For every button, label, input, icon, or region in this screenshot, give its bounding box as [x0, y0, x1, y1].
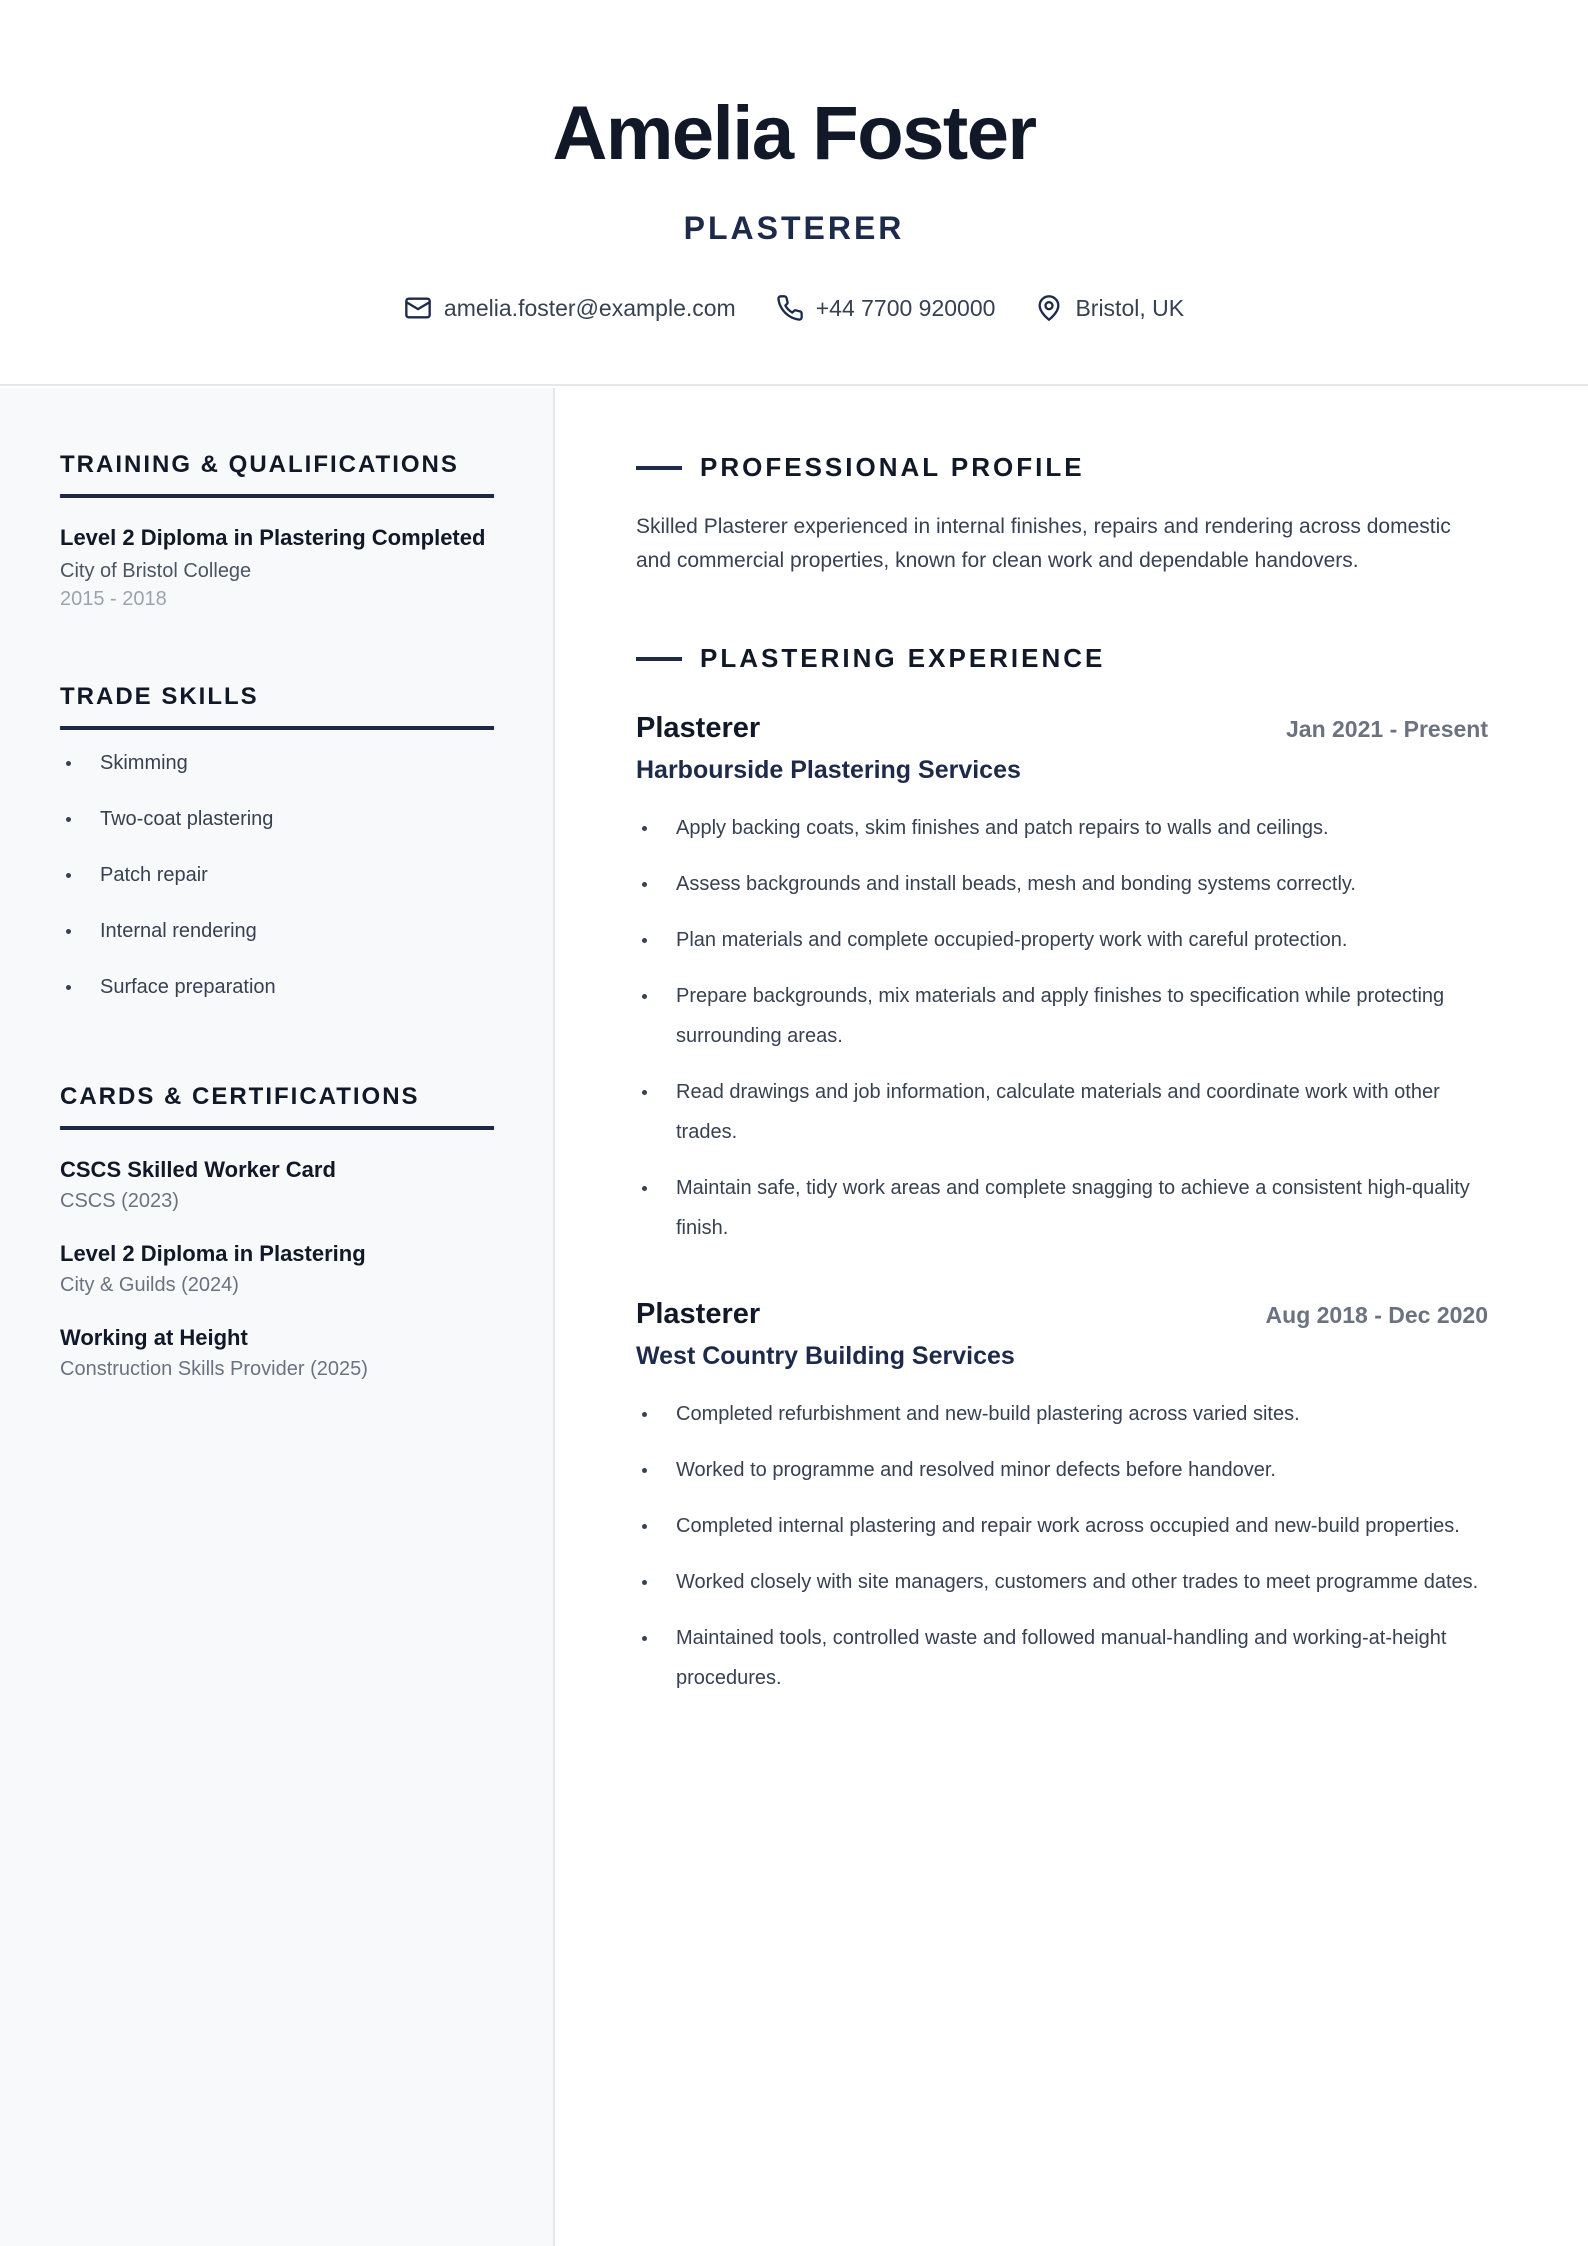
job-company: West Country Building Services [636, 1342, 1015, 1370]
experience-heading-text: PLASTERING EXPERIENCE [700, 643, 1106, 673]
profile-summary: Skilled Plasterer experienced in internal finishes, repairs and rendering across domestic and commercial properties, known for clean work and dependable handovers. [636, 515, 1451, 572]
list-item: Surface preparation [60, 974, 494, 1000]
contact-phone-text: +44 7700 920000 [815, 294, 996, 321]
certification-title: CSCS Skilled Worker Card [60, 1157, 336, 1182]
qualification-college: City of Bristol College [60, 560, 252, 582]
certification-title: Working at Height [60, 1325, 248, 1350]
list-item: Read drawings and job information, calculate materials and coordinate work with other trades. [636, 1072, 1488, 1152]
list-item: Skimming [60, 750, 494, 776]
skills-list [60, 750, 494, 1000]
list-item: Internal rendering [60, 918, 494, 944]
qualification-years: 2015 - 2018 [60, 588, 167, 610]
list-item: Assess backgrounds and install beads, mesh and bonding systems correctly. [636, 864, 1488, 904]
phone-icon [776, 294, 804, 322]
job-header [636, 1296, 1488, 1332]
job-dates: Aug 2018 - Dec 2020 [1265, 1302, 1488, 1328]
certifications-heading: CARDS & CERTIFICATIONS [60, 1082, 494, 1130]
list-item: Maintained tools, controlled waste and followed manual-handling and working-at-height procedures. [636, 1618, 1488, 1698]
job-duties-list [636, 808, 1488, 1248]
job-title: Plasterer [636, 1298, 761, 1330]
profile-heading [636, 452, 1085, 483]
certifications-section [60, 1082, 494, 1382]
contact-email-text: amelia.foster@example.com [443, 294, 736, 321]
experience-heading [636, 643, 1105, 674]
location-pin-icon [1035, 294, 1063, 322]
job-duties-list [636, 1394, 1488, 1698]
qualification-title: Level 2 Diploma in Plastering Completed [60, 525, 486, 550]
training-section [60, 450, 494, 612]
job-role: PLASTERER [683, 210, 905, 246]
list-item: Apply backing coats, skim finishes and patch repairs to walls and ceilings. [636, 808, 1488, 848]
list-item: Two-coat plastering [60, 806, 494, 832]
skills-section [60, 682, 494, 1030]
certification-issuer: City & Guilds (2024) [60, 1274, 239, 1296]
heading-accent-bar [636, 657, 682, 661]
job-dates: Jan 2021 - Present [1285, 716, 1488, 742]
mail-icon [404, 294, 432, 322]
contact-bar [0, 290, 1588, 326]
certification-item [60, 1240, 494, 1298]
job-entry [636, 1296, 1488, 1714]
list-item: Plan materials and complete occupied-property work with careful protection. [636, 920, 1488, 960]
list-item: Completed internal plastering and repair work across occupied and new-build properties. [636, 1506, 1488, 1546]
list-item: Completed refurbishment and new-build plastering across varied sites. [636, 1394, 1488, 1434]
skills-heading: TRADE SKILLS [60, 682, 494, 730]
certification-item [60, 1324, 494, 1382]
certification-title: Level 2 Diploma in Plastering [60, 1241, 366, 1266]
job-entry [636, 710, 1488, 1264]
profile-heading-text: PROFESSIONAL PROFILE [700, 452, 1085, 482]
list-item: Patch repair [60, 862, 494, 888]
list-item: Maintain safe, tidy work areas and complete snagging to achieve a consistent high-quality finish. [636, 1168, 1488, 1248]
certification-issuer: CSCS (2023) [60, 1190, 179, 1212]
contact-email[interactable] [404, 294, 736, 322]
list-item: Prepare backgrounds, mix materials and apply finishes to specification while protecting surrounding areas. [636, 976, 1488, 1056]
job-company: Harbourside Plastering Services [636, 756, 1021, 784]
list-item: Worked closely with site managers, customers and other trades to meet programme dates. [636, 1562, 1488, 1602]
candidate-name: Amelia Foster [552, 91, 1036, 176]
contact-location [1035, 294, 1184, 322]
job-title: Plasterer [636, 712, 761, 744]
certification-issuer: Construction Skills Provider (2025) [60, 1358, 368, 1380]
contact-location-text: Bristol, UK [1075, 294, 1185, 321]
job-header [636, 710, 1488, 746]
resume-header [0, 0, 1588, 386]
training-heading: TRAINING & QUALIFICATIONS [60, 450, 494, 498]
list-item: Worked to programme and resolved minor defects before handover. [636, 1450, 1488, 1490]
certification-item [60, 1156, 494, 1214]
heading-accent-bar [636, 466, 682, 470]
sidebar [0, 388, 555, 2246]
contact-phone[interactable] [776, 294, 996, 322]
